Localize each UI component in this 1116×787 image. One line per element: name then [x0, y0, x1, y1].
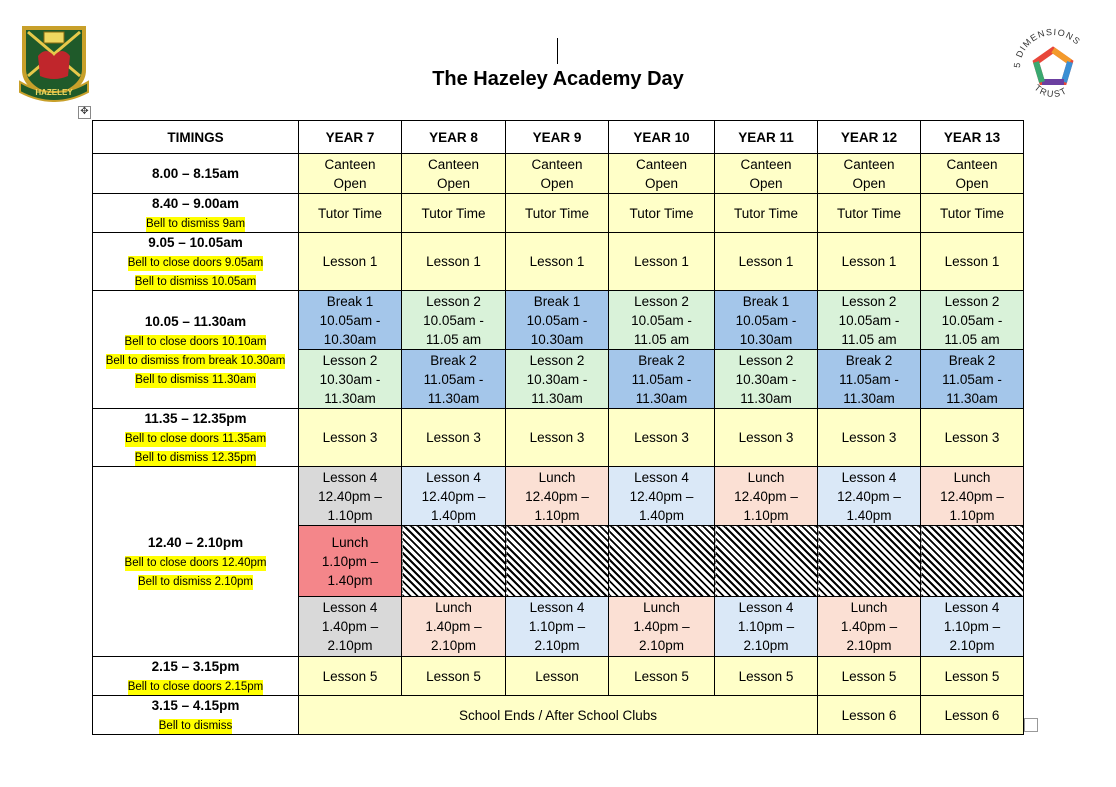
hatched-cell	[818, 526, 921, 597]
time-cell: 12.40 – 2.10pm Bell to close doors 12.40pm Bell to dismiss 2.10pm	[93, 467, 299, 657]
bell-note: Bell to dismiss 11.30am	[135, 373, 256, 386]
schedule-cell: Lesson 1	[506, 233, 609, 291]
time-cell: 10.05 – 11.30am Bell to close doors 10.10am Bell to dismiss from break 10.30am Bell to dismiss 11.30am	[93, 291, 299, 409]
after-school-cell: School Ends / After School Clubs	[299, 696, 818, 735]
time-cell: 2.15 – 3.15pm Bell to close doors 2.15pm	[93, 657, 299, 696]
schedule-cell: Canteen Open	[506, 154, 609, 194]
schedule-cell: Lesson 1	[921, 233, 1024, 291]
schedule-cell: Canteen Open	[715, 154, 818, 194]
header-year-11: YEAR 11	[715, 121, 818, 154]
schedule-cell: Lunch 1.40pm – 2.10pm	[609, 597, 715, 657]
schedule-cell: Break 1 10.05am - 10.30am	[299, 291, 402, 350]
schedule-cell: Lesson 2 10.30am - 11.30am	[299, 350, 402, 409]
schedule-cell: Break 1 10.05am - 10.30am	[715, 291, 818, 350]
schedule-cell: Canteen Open	[609, 154, 715, 194]
schedule-cell: Lesson 5	[921, 657, 1024, 696]
schedule-cell: Tutor Time	[715, 194, 818, 233]
header-year-10: YEAR 10	[609, 121, 715, 154]
bell-note: Bell to dismiss from break 10.30am	[105, 354, 286, 367]
hatched-cell	[506, 526, 609, 597]
schedule-cell: Lesson 6	[818, 696, 921, 735]
time-cell: 11.35 – 12.35pm Bell to close doors 11.35am Bell to dismiss 12.35pm	[93, 409, 299, 467]
table-row	[93, 696, 1024, 735]
schedule-cell: Lesson 2 10.05am - 11.05 am	[402, 291, 506, 350]
bell-note: Bell to close doors 10.10am	[124, 335, 267, 348]
hatched-cell	[715, 526, 818, 597]
svg-text:5 DIMENSIONS: 5 DIMENSIONS	[1011, 26, 1083, 69]
schedule-cell: Lesson 3	[921, 409, 1024, 467]
hatched-cell	[921, 526, 1024, 597]
schedule-cell: Tutor Time	[609, 194, 715, 233]
schedule-cell: Lesson 6	[921, 696, 1024, 735]
table-resize-handle[interactable]	[1024, 718, 1038, 732]
svg-text:HAZELEY: HAZELEY	[35, 88, 73, 97]
schedule-cell: Lesson 4 12.40pm – 1.10pm	[299, 467, 402, 526]
schedule-cell: Break 1 10.05am - 10.30am	[506, 291, 609, 350]
time-cell: 8.40 – 9.00am Bell to dismiss 9am	[93, 194, 299, 233]
svg-text:TRUST: TRUST	[1032, 82, 1070, 100]
schedule-cell: Lesson 4 12.40pm – 1.40pm	[609, 467, 715, 526]
schedule-cell: Lesson 4 12.40pm – 1.40pm	[818, 467, 921, 526]
bell-note: Bell to close doors 2.15pm	[127, 681, 264, 693]
schedule-cell: Lesson 4 1.10pm – 2.10pm	[506, 597, 609, 657]
bell-note: Bell to close doors 12.40pm	[124, 557, 267, 569]
schedule-cell: Lesson 2 10.05am - 11.05 am	[921, 291, 1024, 350]
schedule-cell: Break 2 11.05am - 11.30am	[609, 350, 715, 409]
header-row	[93, 121, 1024, 154]
schedule-cell: Lesson 2 10.30am - 11.30am	[715, 350, 818, 409]
header-year-9: YEAR 9	[506, 121, 609, 154]
hatched-cell	[609, 526, 715, 597]
schedule-cell: Canteen Open	[402, 154, 506, 194]
schedule-cell: Lunch 1.40pm – 2.10pm	[402, 597, 506, 657]
schedule-cell: Lunch 12.40pm – 1.10pm	[506, 467, 609, 526]
table-row	[93, 657, 1024, 696]
schedule-cell: Lesson 4 1.10pm – 2.10pm	[715, 597, 818, 657]
schedule-cell: Lesson 2 10.30am - 11.30am	[506, 350, 609, 409]
table-row	[93, 233, 1024, 291]
bell-note: Bell to dismiss 10.05am	[134, 276, 257, 288]
schedule-cell: Lunch 12.40pm – 1.10pm	[921, 467, 1024, 526]
schedule-cell: Canteen Open	[299, 154, 402, 194]
schedule-cell: Lesson 3	[506, 409, 609, 467]
table-move-handle-icon[interactable]: ✥	[78, 106, 91, 119]
bell-note: Bell to dismiss 2.10pm	[137, 576, 254, 588]
table-row	[93, 154, 1024, 194]
header-year-7: YEAR 7	[299, 121, 402, 154]
schedule-cell: Lunch 12.40pm – 1.10pm	[715, 467, 818, 526]
schedule-cell: Break 2 11.05am - 11.30am	[921, 350, 1024, 409]
schedule-cell: Lesson	[506, 657, 609, 696]
schedule-cell: Lunch 1.10pm – 1.40pm	[299, 526, 402, 597]
table-row	[93, 194, 1024, 233]
time-cell: 9.05 – 10.05am Bell to close doors 9.05am Bell to dismiss 10.05am	[93, 233, 299, 291]
schedule-cell: Lesson 3	[299, 409, 402, 467]
schedule-cell: Tutor Time	[299, 194, 402, 233]
schedule-cell: Lesson 5	[299, 657, 402, 696]
schedule-cell: Tutor Time	[506, 194, 609, 233]
schedule-cell: Lesson 3	[402, 409, 506, 467]
table-row	[93, 467, 1024, 526]
schedule-cell: Lunch 1.40pm – 2.10pm	[818, 597, 921, 657]
bell-note: Bell to close doors 9.05am	[127, 257, 264, 269]
schedule-cell: Break 2 11.05am - 11.30am	[818, 350, 921, 409]
bell-note: Bell to close doors 11.35am	[124, 433, 267, 445]
schedule-cell: Canteen Open	[921, 154, 1024, 194]
time-cell: 3.15 – 4.15pm Bell to dismiss	[93, 696, 299, 735]
schedule-cell: Lesson 1	[818, 233, 921, 291]
page-title: The Hazeley Academy Day	[432, 68, 684, 90]
schedule-cell: Canteen Open	[818, 154, 921, 194]
schedule-cell: Lesson 5	[715, 657, 818, 696]
hatched-cell	[402, 526, 506, 597]
schedule-cell: Lesson 4 12.40pm – 1.40pm	[402, 467, 506, 526]
header-year-13: YEAR 13	[921, 121, 1024, 154]
schedule-cell: Tutor Time	[921, 194, 1024, 233]
header-timings: TIMINGS	[93, 121, 299, 154]
schedule-cell: Tutor Time	[818, 194, 921, 233]
bell-note: Bell to dismiss	[158, 720, 233, 732]
schedule-cell: Lesson 1	[609, 233, 715, 291]
schedule-cell: Lesson 1	[715, 233, 818, 291]
schedule-cell: Lesson 4 1.40pm – 2.10pm	[299, 597, 402, 657]
schedule-cell: Lesson 3	[818, 409, 921, 467]
schedule-cell: Lesson 3	[609, 409, 715, 467]
time-cell: 8.00 – 8.15am	[93, 154, 299, 194]
schedule-cell: Break 2 11.05am - 11.30am	[402, 350, 506, 409]
table-row	[93, 409, 1024, 467]
header-year-8: YEAR 8	[402, 121, 506, 154]
schedule-cell: Lesson 5	[818, 657, 921, 696]
timetable	[92, 120, 1024, 735]
table-row	[93, 291, 1024, 350]
schedule-cell: Tutor Time	[402, 194, 506, 233]
bell-note: Bell to dismiss 9am	[145, 218, 246, 230]
schedule-cell: Lesson 5	[609, 657, 715, 696]
schedule-cell: Lesson 2 10.05am - 11.05 am	[818, 291, 921, 350]
text-cursor	[557, 38, 558, 64]
schedule-cell: Lesson 5	[402, 657, 506, 696]
schedule-cell: Lesson 2 10.05am - 11.05 am	[609, 291, 715, 350]
header-year-12: YEAR 12	[818, 121, 921, 154]
schedule-cell: Lesson 1	[402, 233, 506, 291]
schedule-cell: Lesson 3	[715, 409, 818, 467]
bell-note: Bell to dismiss 12.35pm	[134, 452, 257, 464]
five-dimensions-trust-logo	[1008, 24, 1098, 108]
schedule-cell: Lesson 4 1.10pm – 2.10pm	[921, 597, 1024, 657]
schedule-cell: Lesson 1	[299, 233, 402, 291]
